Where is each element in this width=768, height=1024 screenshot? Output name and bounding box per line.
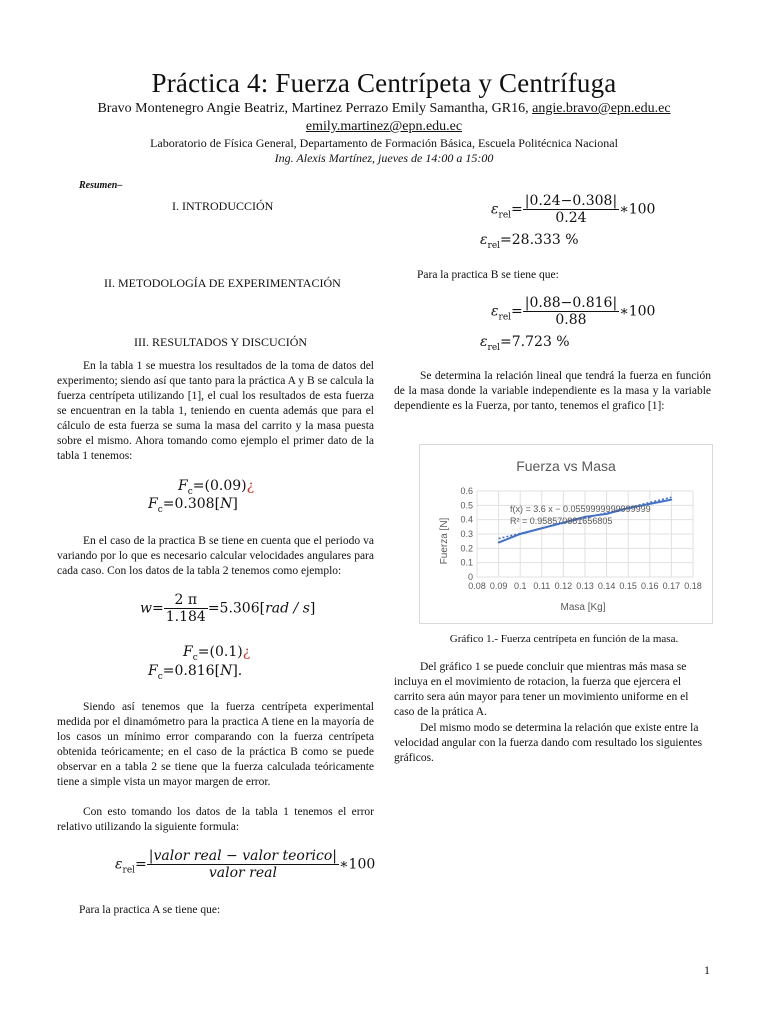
paper-title: Práctica 4: Fuerza Centrípeta y Centrífuga bbox=[151, 68, 617, 98]
paragraph-6: Se determina la relación lineal que tendrá la fuerza en función de la masa donde la variable independiente es la masa y la variable dependiente es la Fuerza, por tanto, tenemos el grafico [1]: bbox=[394, 370, 711, 412]
eqB-num: |0.88−0.816| bbox=[524, 295, 618, 311]
x-tick-label: 0.08 bbox=[468, 581, 486, 591]
eqA-result: 28.333 % bbox=[511, 232, 579, 248]
figure-caption: Gráfico 1.- Fuerza centrípeta en función de la masa. bbox=[449, 633, 679, 645]
paragraph-1: En la tabla 1 se muestra los resultados de la toma de datos del experimento; siendo así que tanto para la práctica A y B se calcula la fuerza centrípeta utilizando [1], el cual los resultados de esta fuerza se encuentran en la tabla 1, teniendo en cuenta además que para el cálculo de esta fuerza se suma la masa del carrito y la masa puesta sobre el mismo. Ahora tomando como ejemplo el primer dato de la tabla 1 tenemos: bbox=[57, 360, 374, 462]
equation-error-a: $\varepsilon_{rel}=$ $\frac{|0.24-0.308|}{0.24}$ ∗100 bbox=[491, 193, 656, 226]
email-line-2 bbox=[0, 119, 768, 135]
section-introduccion: I. INTRODUCCIÓN bbox=[172, 199, 274, 213]
paragraph-5: Para la practica A se tiene que: bbox=[79, 904, 221, 916]
x-tick-label: 0.11 bbox=[533, 581, 551, 591]
section-metodologia: II. METODOLOGÍA DE EXPERIMENTACIÓN bbox=[104, 276, 341, 290]
equation-fc-2a: $F_c=(0.1)¿$ bbox=[183, 644, 251, 663]
paragraph-b-intro: Para la practica B se tiene que: bbox=[417, 269, 559, 281]
section-resultados: III. RESULTADOS Y DISCUCIÓN bbox=[134, 335, 308, 349]
x-tick-label: 0.17 bbox=[662, 581, 681, 591]
paragraph-7: Del gráfico 1 se puede concluir que mientras más masa se incluya en el movimiento de rotacion, la fuerza que ejercera el carrito sera aún mayor para tener un movimiento uniforme en el caso de la prática A. bbox=[394, 661, 689, 718]
eq4-mult: ∗100 bbox=[339, 856, 376, 873]
y-tick-label: 0.5 bbox=[460, 500, 473, 511]
eqA-num: |0.24−0.308| bbox=[524, 193, 618, 209]
y-tick-label: 0.6 bbox=[460, 486, 473, 496]
trendline-r2: R² = 0.958570881656805 bbox=[510, 516, 613, 526]
paragraph-3: Siendo así tenemos que la fuerza centrípeta experimental medida por el dinamómetro para la practica A tiene en la mayoría de los casos un mínimo error comparando con la fuerza centrípeta obtenida teóricamente; en el caso de la práctica B como se puede observar en a tabla 2 se tiene que la fuerza calculada teóricamente tiene a simple vista un mayor margen de error. bbox=[57, 701, 374, 788]
eq2-unit: rad / s bbox=[265, 600, 310, 617]
y-tick-label: 0.1 bbox=[460, 557, 473, 568]
eq4-fraction bbox=[147, 848, 339, 881]
y-tick-label: 0.4 bbox=[460, 514, 473, 525]
eq2-fraction bbox=[164, 592, 208, 625]
x-tick-label: 0.13 bbox=[576, 581, 594, 591]
equation-w: w= $\frac{2 \pi}{1.184}$ =5.306[rad / s] bbox=[140, 592, 316, 625]
eq1a-arg: (0.09) bbox=[204, 478, 247, 494]
eqA-fraction bbox=[523, 193, 619, 226]
x-tick-label: 0.16 bbox=[641, 581, 659, 591]
eq2-num: 2 π bbox=[164, 592, 208, 609]
x-tick-label: 0.15 bbox=[619, 581, 637, 591]
eq3a-arg: (0.1) bbox=[209, 644, 243, 660]
data-point bbox=[541, 527, 543, 529]
eqB-den: 0.88 bbox=[555, 312, 587, 328]
abstract-label: Resumen– bbox=[79, 180, 123, 191]
equation-fc-1a: $F_c=(0.09)¿$ bbox=[178, 478, 255, 497]
paragraph-8: Del mismo modo se determina la relación que existe entre la velocidad angular con la fuerza dando com resultado los siguientes gráficos. bbox=[394, 722, 703, 764]
eq1a-mark: ¿ bbox=[246, 478, 255, 494]
x-tick-label: 0.09 bbox=[489, 581, 508, 591]
equation-fc-2b: $F_c=0.816[N]$. bbox=[148, 663, 243, 682]
chart-title: Fuerza vs Masa bbox=[516, 458, 616, 474]
eq1b-val: 0.308 bbox=[174, 496, 215, 512]
authors: Bravo Montenegro Angie Beatriz, Martinez Perrazo Emily Samantha, GR16, bbox=[97, 101, 533, 116]
trendline-equation: f(x) = 3.6 x − 0.0559999999999999 bbox=[510, 504, 651, 514]
x-tick-label: 0.1 bbox=[513, 581, 527, 591]
y-axis-label: Fuerza [N] bbox=[439, 517, 450, 565]
eq1b-unit: N bbox=[220, 496, 233, 512]
equation-error-b: $\varepsilon_{rel}=$ $\frac{|0.88-0.816|}{0.88}$ ∗100 bbox=[491, 295, 656, 328]
paragraph-2: En el caso de la practica B se tiene en cuenta que el periodo va variando por lo que es necesario calcular velocidades angulares para cada caso. Con los datos de la tabla 2 tenemos como ejemplo: bbox=[57, 535, 374, 577]
eq3b-val: 0.816 bbox=[174, 663, 215, 679]
eqA-den: 0.24 bbox=[555, 210, 587, 226]
email-link-2[interactable]: emily.martinez@epn.edu.ec bbox=[305, 119, 463, 134]
data-point bbox=[671, 499, 673, 501]
equation-error-formula: $\varepsilon_{rel}=$ $\frac{\text{|valor real − valor teorico|}}{\text{valor real}}$ ∗100 bbox=[115, 848, 376, 881]
data-point bbox=[498, 542, 500, 544]
y-tick-label: 0.2 bbox=[460, 543, 473, 554]
x-tick-label: 0.18 bbox=[684, 581, 702, 591]
paragraph-4: Con esto tomando los datos de la tabla 1 tenemos el error relativo utilizando la siguiente formula: bbox=[57, 806, 374, 833]
y-tick-label: 0 bbox=[467, 572, 473, 582]
eqA-mult: ∗100 bbox=[619, 201, 656, 218]
x-tick-label: 0.14 bbox=[597, 581, 616, 591]
equation-fc-1b: $F_c=0.308[N]$ bbox=[148, 496, 238, 515]
eqB-mult: ∗100 bbox=[619, 303, 656, 320]
x-tick-label: 0.12 bbox=[554, 581, 573, 591]
eqB-result: 7.723 % bbox=[511, 334, 570, 350]
affiliation: Laboratorio de Física General, Departamento de Formación Básica, Escuela Politécnica Nacional bbox=[150, 136, 618, 150]
y-tick-label: 0.3 bbox=[460, 529, 473, 539]
eq4-num: |valor real − valor teorico| bbox=[148, 848, 338, 864]
equation-error-a-result: $\varepsilon_{rel}=28.333$ % bbox=[480, 232, 579, 251]
email-link-1[interactable]: angie.bravo@epn.edu.ec bbox=[532, 101, 671, 116]
eq3a-mark: ¿ bbox=[242, 644, 251, 660]
chart-svg bbox=[420, 445, 712, 623]
chart-fuerza-vs-masa bbox=[419, 444, 713, 624]
eq3b-unit: N bbox=[220, 663, 233, 679]
eq2-val: 5.306 bbox=[219, 600, 260, 617]
eqB-fraction bbox=[523, 295, 619, 328]
eq2-den: 1.184 bbox=[165, 609, 206, 625]
x-axis-label: Masa [Kg] bbox=[560, 602, 606, 613]
data-point bbox=[519, 533, 521, 535]
authors-line bbox=[0, 101, 768, 117]
equation-error-b-result: $\varepsilon_{rel}=7.723$ % bbox=[480, 334, 570, 353]
page-number: 1 bbox=[704, 963, 710, 977]
eq4-den: valor real bbox=[208, 865, 277, 881]
instructor: Ing. Alexis Martínez, jueves de 14:00 a 15:00 bbox=[274, 151, 494, 165]
